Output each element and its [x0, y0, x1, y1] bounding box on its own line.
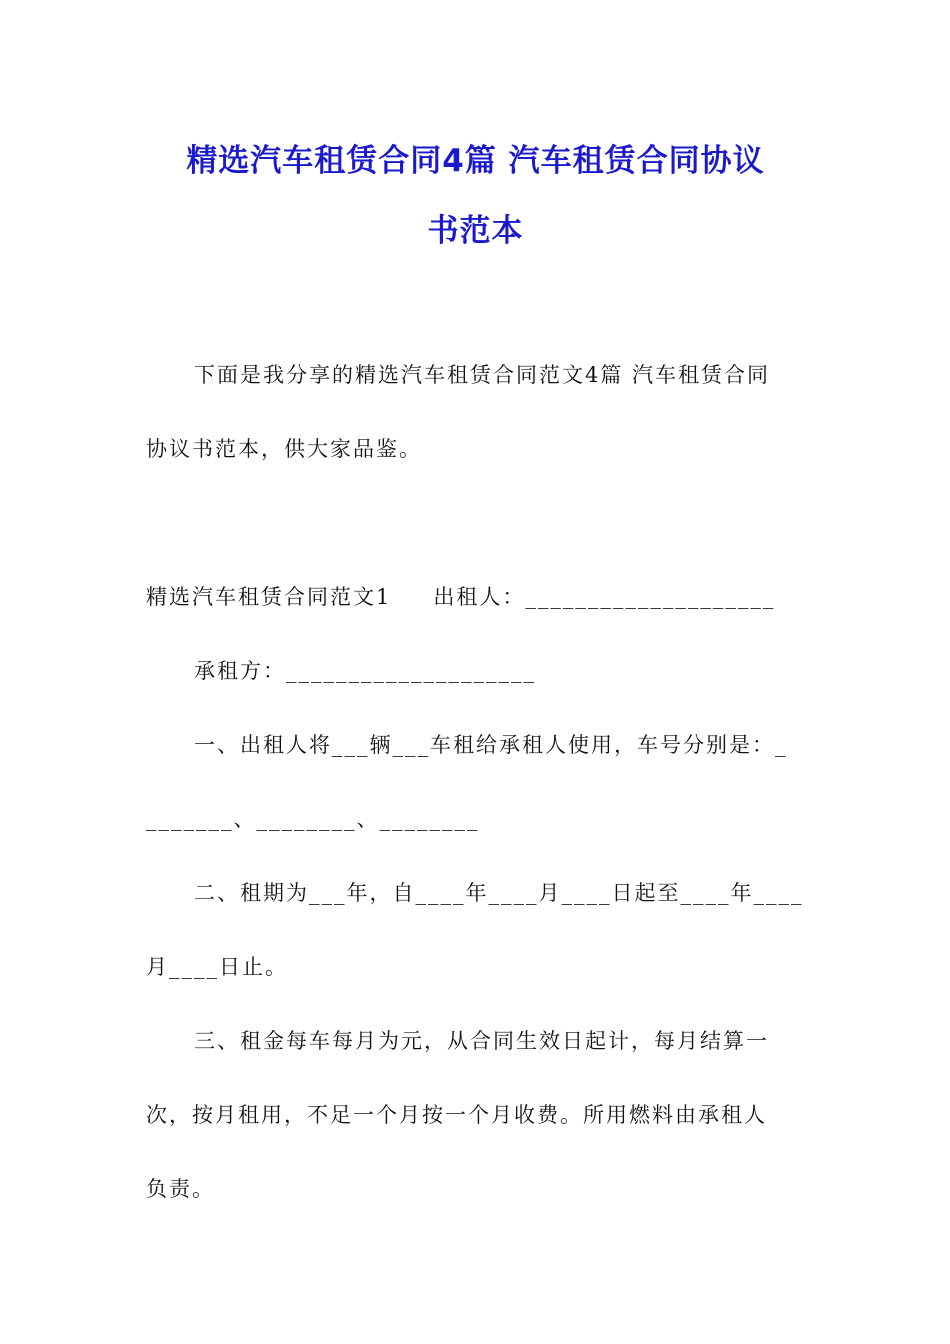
clause-2-line-1: 二、租期为___年，自____年____月____日起至____年____ — [194, 881, 804, 905]
lessor-line: 出租人：____________________ — [433, 585, 776, 609]
clause-3-line-2: 次，按月租用，不足一个月按一个月收费。所用燃料由承租人 — [146, 1103, 767, 1127]
clause-2 — [146, 856, 805, 1004]
clause-3 — [146, 1004, 805, 1226]
lessee-line: 承租方：____________________ — [194, 659, 536, 683]
intro-paragraph — [146, 338, 805, 486]
clause-2-line-2: 月____日止。 — [146, 955, 288, 979]
document-body — [146, 338, 805, 1226]
title-line-2: 书范本 — [427, 213, 524, 249]
clause-3-line-1: 三、租金每车每月为元，从合同生效日起计，每月结算一 — [194, 1029, 769, 1053]
clause-1 — [146, 708, 805, 856]
clause-1-line-2: _______、________、________ — [146, 807, 480, 831]
document-title — [146, 0, 805, 266]
section-heading-line — [146, 560, 805, 634]
intro-line-2: 协议书范本，供大家品鉴。 — [146, 437, 422, 461]
clause-3-line-3: 负责。 — [146, 1177, 215, 1201]
clause-1-line-1: 一、出租人将___辆___车租给承租人使用，车号分别是：_ — [194, 733, 788, 757]
section-label: 精选汽车租赁合同范文1 — [146, 585, 392, 609]
intro-line-1: 下面是我分享的精选汽车租赁合同范文4篇 汽车租赁合同 — [194, 363, 771, 387]
title-line-1: 精选汽车租赁合同4篇 汽车租赁合同协议 — [186, 143, 765, 179]
